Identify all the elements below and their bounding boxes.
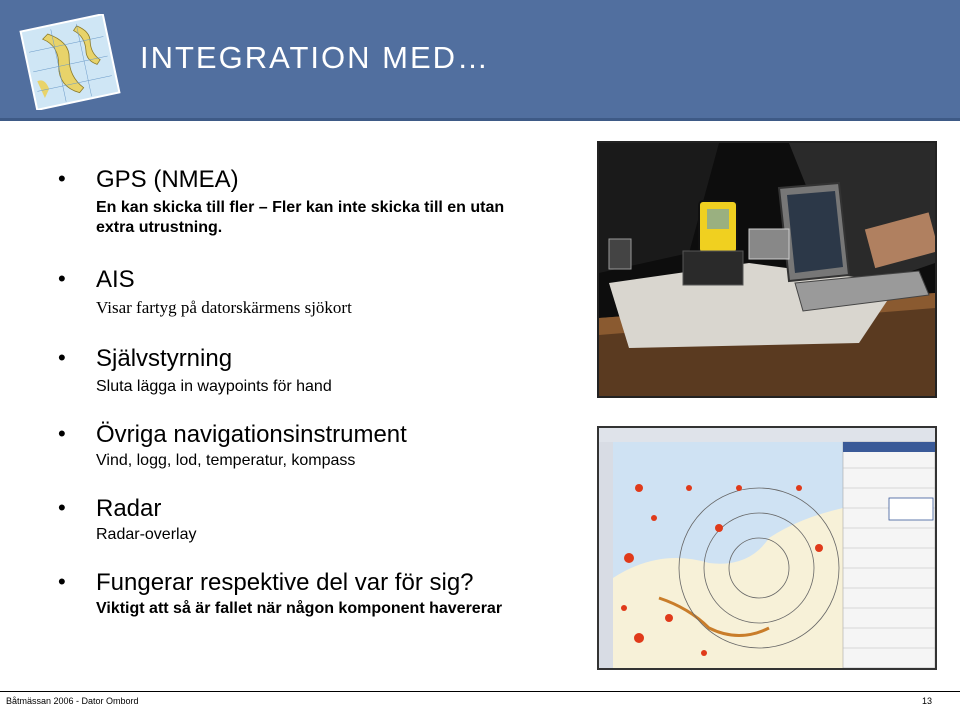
bullet-detail: Sluta lägga in waypoints för hand [96, 378, 332, 395]
bullet-heading: Självstyrning [96, 345, 233, 372]
bullet-radar [58, 495, 578, 545]
chart-map-logo [18, 14, 122, 110]
bullet-detail: Visar fartyg på datorskärmens sjökort [96, 298, 352, 317]
photo-illustration [599, 143, 935, 396]
bullet-heading: GPS (NMEA) [96, 166, 239, 193]
slide-title: INTEGRATION MED… [140, 40, 491, 75]
bullet-ais [58, 266, 578, 318]
bullet-marker: • [58, 345, 66, 370]
footer-text: Båtmässan 2006 - Dator Ombord [6, 696, 139, 706]
bullet-instruments [58, 421, 578, 471]
bullet-heading: Övriga navigationsinstrument [96, 421, 407, 448]
bullet-list [58, 166, 578, 619]
boat-cockpit-photo [597, 141, 937, 398]
bullet-heading: AIS [96, 266, 135, 293]
footer-divider [0, 691, 960, 692]
bullet-marker: • [58, 495, 66, 520]
page-number: 13 [921, 696, 932, 706]
bullet-detail: Vind, logg, lod, temperatur, kompass [96, 452, 356, 469]
bullet-detail: Radar-overlay [96, 526, 197, 543]
bullet-detail: Viktigt att så är fallet när någon komponent havererar [96, 600, 503, 617]
bullet-heading: Fungerar respektive del var för sig? [96, 569, 474, 596]
bullet-heading: Radar [96, 495, 162, 522]
bullet-marker: • [58, 421, 66, 446]
bullet-standalone [58, 569, 578, 619]
bullet-marker: • [58, 166, 66, 191]
bullet-marker: • [58, 569, 66, 594]
header-band [0, 0, 960, 121]
bullet-detail: En kan skicka till fler – Fler kan inte skicka till en utan extra utrustning. [96, 199, 505, 236]
bullet-marker: • [58, 266, 66, 291]
bullet-autopilot [58, 345, 578, 397]
chart-illustration [599, 428, 935, 668]
bullet-gps [58, 166, 578, 238]
nav-software-screenshot [597, 426, 937, 670]
